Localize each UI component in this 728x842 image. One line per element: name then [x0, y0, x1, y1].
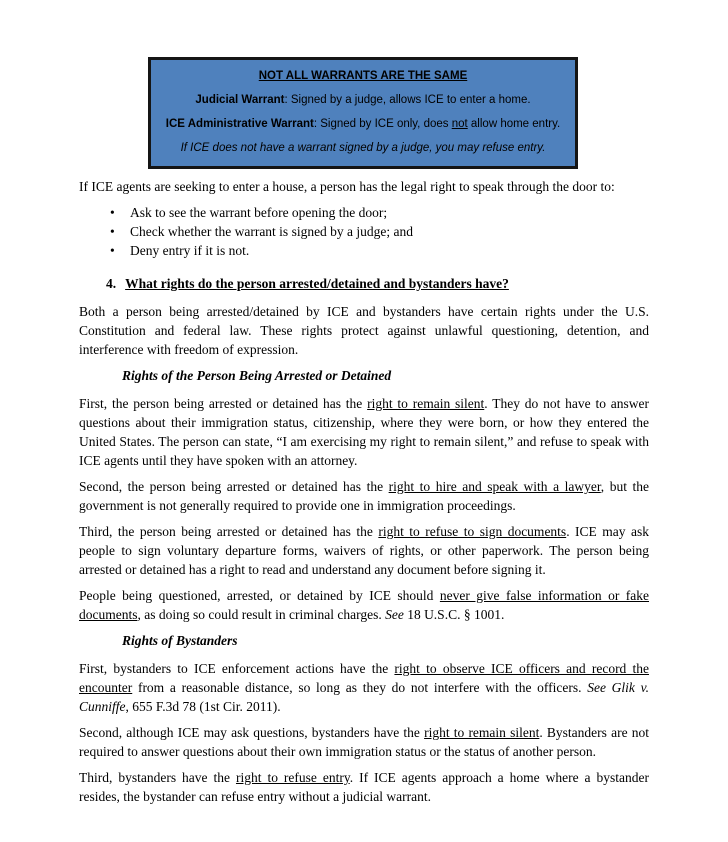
constitution-paragraph: Both a person being arrested/detained by ICE and bystanders have certain rights under the U.S. Constitution and federal law. These rights protect against unlawful questioning, detention, and interference with freedom of expression.: [79, 304, 649, 357]
text-segment: Second, although ICE may ask questions, bystanders have the: [79, 725, 425, 740]
intro-paragraph: If ICE agents are seeking to enter a house, a person has the legal right to speak through the door to:: [79, 179, 615, 194]
section-number: 4.: [106, 276, 117, 291]
paragraph-bystander-remain-silent: [79, 723, 649, 761]
text-segment: right to refuse entry: [235, 770, 350, 785]
list-item-check-signature: • Check whether the warrant is signed by a judge; and: [79, 222, 649, 241]
text-segment: allow home entry.: [467, 118, 561, 130]
text-segment: right to hire and speak with a lawyer: [388, 479, 601, 494]
warrant-box-title: NOT ALL WARRANTS ARE THE SAME: [258, 70, 468, 82]
paragraph-bystander-refuse-entry: [79, 768, 649, 806]
text-segment: : Signed by ICE only, does: [313, 118, 452, 130]
paragraph-right-to-lawyer: [79, 477, 649, 515]
text-segment: Third, the person being arrested or detained has the: [79, 524, 379, 539]
text-segment: Judicial Warrant: [195, 94, 285, 106]
text-segment: right to refuse to sign documents: [378, 524, 567, 539]
paragraph-no-false-information: [79, 586, 649, 624]
text-segment: right to remain silent: [367, 396, 485, 411]
paragraph-right-to-observe-record: [79, 659, 649, 716]
subheading-arrested-rights: Rights of the Person Being Arrested or Detained: [122, 368, 392, 383]
text-segment: never give false information or fake documents: [79, 588, 650, 622]
text-segment: . They do not have to answer questions about their immigration status, citizenship, where they were born, or how they entered the United States. The person can state, “I am exercising my right to remain silent,” and refuse to speak with ICE agents until they have spoken with an attorney.: [79, 396, 649, 468]
warrant-info-box: [148, 57, 578, 169]
text-segment: First, bystanders to ICE enforcement actions have the: [79, 661, 395, 676]
subheading-bystander-rights: Rights of Bystanders: [122, 633, 238, 648]
text-segment: Second, the person being arrested or detained has the: [79, 479, 389, 494]
text-segment: . ICE may ask people to sign voluntary departure forms, waivers of rights, or other paperwork. The person being arrested or detained has a right to read and understand any document before signing it.: [79, 524, 649, 577]
paragraph-right-remain-silent: [79, 394, 649, 470]
warrant-box-line-refuse-entry: [153, 141, 573, 156]
text-segment: . Bystanders are not required to answer questions about their own immigration status or the status of another person.: [79, 725, 650, 759]
door-rights-list: [79, 203, 649, 260]
text-segment: , as doing so could result in criminal charges.: [137, 607, 386, 622]
text-segment: right to remain silent: [424, 725, 540, 740]
text-segment: not: [451, 118, 468, 130]
paragraph-refuse-sign-documents: [79, 522, 649, 579]
text-segment: , but the government is not generally required to provide one in immigration proceedings.: [79, 479, 649, 513]
document-body: [79, 177, 649, 806]
text-segment: See: [385, 607, 404, 622]
warrant-box-line-judicial: [153, 93, 573, 108]
text-segment: Third, bystanders have the: [79, 770, 236, 785]
text-segment: . If ICE agents approach a home where a bystander resides, the bystander can refuse entry without a judicial warrant.: [79, 770, 649, 804]
text-segment: 18 U.S.C. § 1001.: [403, 607, 505, 622]
text-segment: , 655 F.3d 78 (1st Cir. 2011).: [125, 699, 281, 714]
text-segment: : Signed by a judge, allows ICE to enter a home.: [284, 94, 531, 106]
text-segment: See Glik v. Cunniffe: [79, 680, 649, 714]
text-segment: ICE Administrative Warrant: [165, 118, 314, 130]
text-segment: right to observe ICE officers and record the encounter: [79, 661, 650, 695]
section-title: What rights do the person arrested/detained and bystanders have?: [125, 276, 509, 291]
text-segment: If ICE does not have a warrant signed by a judge, you may refuse entry.: [180, 142, 546, 154]
section-heading: [106, 274, 649, 293]
text-segment: from a reasonable distance, so long as they do not interfere with the officers.: [132, 680, 588, 695]
list-item-deny-entry: • Deny entry if it is not.: [79, 241, 649, 260]
text-segment: First, the person being arrested or detained has the: [79, 396, 368, 411]
list-item-see-warrant: • Ask to see the warrant before opening the door;: [79, 203, 649, 222]
warrant-box-line-administrative: [153, 117, 573, 132]
text-segment: People being questioned, arrested, or detained by ICE should: [79, 588, 440, 603]
